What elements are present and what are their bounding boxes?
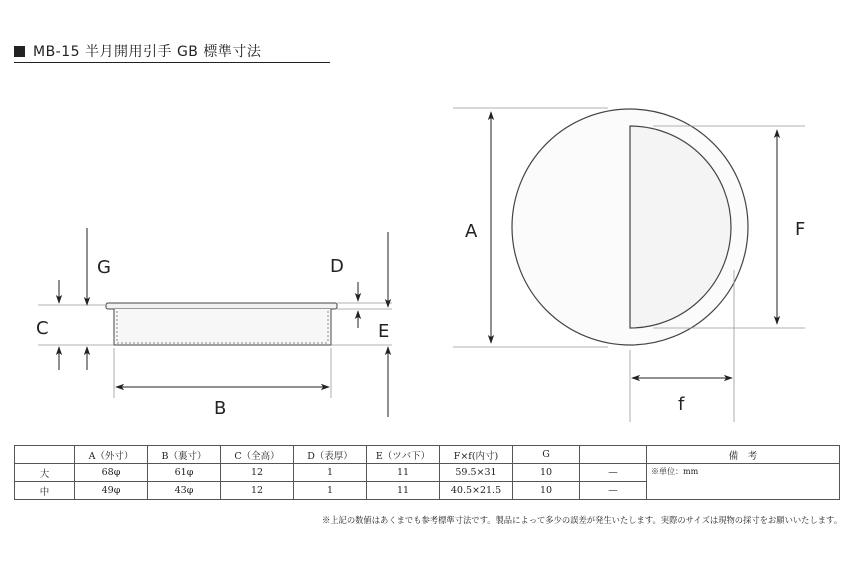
table-cell: —	[580, 482, 647, 500]
table-header-row	[15, 446, 840, 464]
label-f: F	[795, 219, 806, 240]
header-cell: C（全高）	[221, 446, 294, 464]
header-cell: G	[513, 446, 580, 464]
header-cell: F×f(内寸)	[440, 446, 513, 464]
label-small-f: f	[678, 394, 685, 415]
spec-table	[14, 445, 840, 500]
table-cell: 11	[367, 482, 440, 500]
table-cell: 中	[15, 482, 75, 500]
footnote: ※上記の数値はあくまでも参考標準寸法です。製品によって多少の誤差が発生いたします。実際のサイズは現物の採寸をお願いいたします。	[321, 515, 842, 525]
flange-top	[106, 303, 337, 309]
header-cell	[580, 446, 647, 464]
label-e: E	[378, 321, 390, 342]
table-cell: 49φ	[75, 482, 148, 500]
table-cell: 68φ	[75, 464, 148, 482]
label-g: G	[97, 257, 111, 278]
title-text: MB-15 半月開用引手 GB 標準寸法	[33, 44, 262, 60]
table-row	[15, 464, 840, 482]
table-cell: 12	[221, 464, 294, 482]
table-cell: 40.5×21.5	[440, 482, 513, 500]
table-cell: 10	[513, 482, 580, 500]
table-cell: 大	[15, 464, 75, 482]
table-cell: 59.5×31	[440, 464, 513, 482]
label-c: C	[36, 318, 49, 339]
cup-body	[114, 309, 331, 345]
table-cell: 61φ	[148, 464, 221, 482]
label-d: D	[330, 256, 344, 277]
front-view	[453, 108, 805, 422]
header-cell	[15, 446, 75, 464]
header-cell: A（外寸）	[75, 446, 148, 464]
header-cell: B（裏寸）	[148, 446, 221, 464]
table-cell: 43φ	[148, 482, 221, 500]
label-a: A	[465, 221, 478, 242]
table-cell: 1	[294, 482, 367, 500]
table-cell: —	[580, 464, 647, 482]
table-cell: 1	[294, 464, 367, 482]
table-cell: 10	[513, 464, 580, 482]
table-cell: 11	[367, 464, 440, 482]
remark-cell: ※単位：mm	[647, 464, 840, 500]
label-b: B	[214, 398, 227, 419]
header-cell: D（表厚）	[294, 446, 367, 464]
header-cell: E（ツバ下）	[367, 446, 440, 464]
side-view	[36, 228, 392, 419]
header-cell: 備 考	[647, 446, 840, 464]
table-cell: 12	[221, 482, 294, 500]
